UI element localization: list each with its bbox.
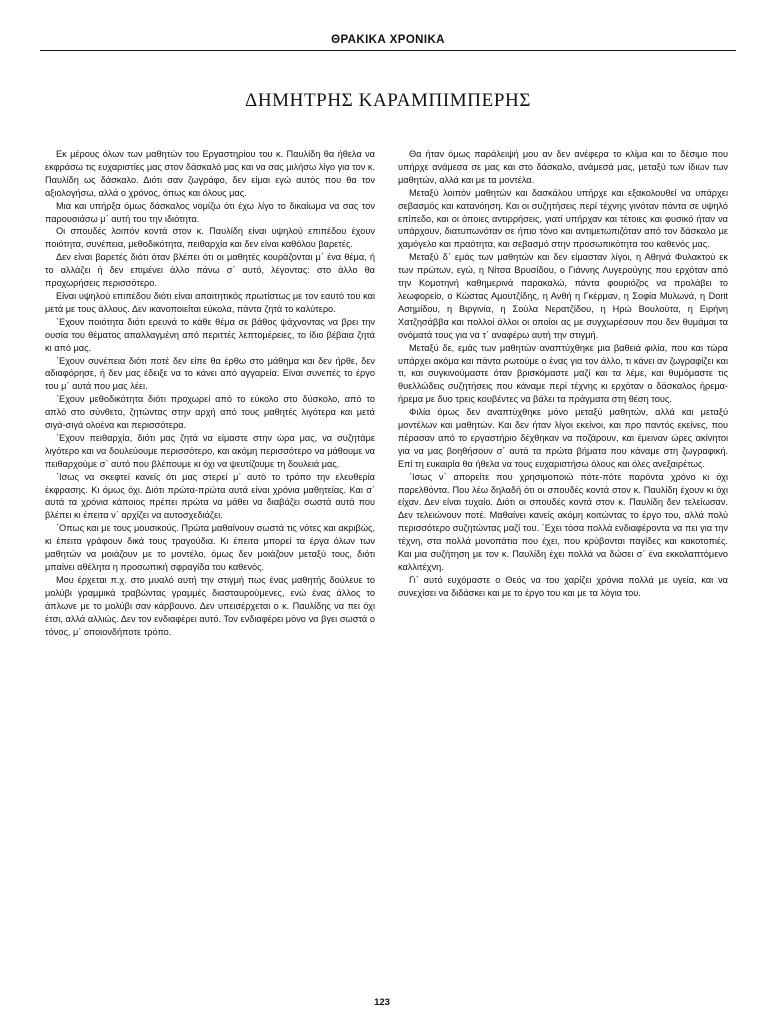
paragraph: Φιλία όμως δεν αναπτύχθηκε μόνο μεταξύ μαθητών, αλλά και μεταξύ μοντέλων και μαθητών. Και δεν ήταν λίγοι εκείνοι, και προ παντός εκείνες, που πέρασαν από το εργαστήριο δέχθηκαν να ποζάρουν, και έμειναν ώρες ακίνητοι για να μας βοηθήσουν σ΄ αυτά τα πρώτα βήματα που κάναμε στη ζωγραφική. Επί τη ευκαιρία θα ήθελα να τους ευχαριστήσω όλους και όλες ανεξαιρέτως.: [398, 407, 728, 469]
page-number: 123: [374, 997, 390, 1008]
paragraph: Μεταξύ λοιπόν μαθητών και δασκάλου υπήρχε και εξακολουθεί να υπάρχει σεβασμός και κατανόηση. Και οι συζητήσεις περί τέχνης γινόταν πάντα σε υψηλό επίπεδο, και οι όποιες αντιρρήσεις, γιατί υπήρχαν και τέτοιες και φυσικό ήταν να υπάρχουν, διατυπωνόταν σε ήπιο τόνο και αντιμετωπιζόταν από τον δάσκαλο με χαμόγελο και πραότητα, και σεβασμό στην προσωπικότητα του καθενός μας.: [398, 187, 728, 250]
paragraph: Θα ήταν όμως παράλειψή μου αν δεν ανέφερα το κλίμα και το δέσιμο που υπήρχε ανάμεσα σε μας και στο δάσκαλο, ανάμεσά μας, μεταξύ των ίδιων των μαθητών, αλλά και με τα μοντέλα.: [398, 149, 728, 185]
paragraph: Εκ μέρους όλων των μαθητών του Εργαστηρίου του κ. Παυλίδη θα ήθελα να εκφράσω τις ευχαριστίες μας στον δάσκαλό μας και να σας μιλήσω λίγο για τον κ. Παυλίδη ως δάσκαλο. Διότι σαν ζωγράφο, δεν είμαι εγώ αυτός που θα τον αξιολογήσω, αλλά ο χρόνος, όπως και όλους μας.: [45, 149, 375, 198]
paragraph: Μεταξύ δε, εμάς των μαθητών αναπτύχθηκε μια βαθειά φιλία, που και τώρα υπάρχει ακόμα και πάντα ρωτούμε ο ένας για τον άλλο, τι κάνει αν ζωγραφίζει και τι, και συγκινούμαστε όταν βρισκόμαστε μαζί και τα λέμε, και θυμόμαστε τις θυελλώδεις συζητήσεις που κάναμε περί τέχνης κι ερχόταν ο δάσκαλος ήρεμα-ήρεμα με δυο τρεις κουβέντες να βάλει τα πράγματα στη θέση τους.: [398, 342, 728, 405]
paragraph: Δεν είναι βαρετές διότι όταν βλέπει ότι οι μαθητές κουράζονται μ΄ ένα θέμα, ή το αλλάζει ή δεν επιμένει άλλο πάνω σ΄ αυτό, λέγοντας: στο άλλο θα προχωρήσεις περισσότερο.: [45, 252, 375, 289]
paragraph: ΄Ισως να σκεφτεί κανείς ότι μας στερεί μ΄ αυτό το τρόπο την ελευθερία έκφρασης. Κι όμως όχι. Διότι πρώτα-πρώτα αυτά είναι χρόνια μαθητείας. Και σ΄ αυτά τα χρόνια κάποιος πρέπει πρώτα να μάθει να διαβάζει σωστά αυτά που βλέπει κι έπειτα ν΄ αρχίζει να αυτοσχεδιάζει.: [45, 471, 375, 521]
paragraph: Μου έρχεται π.χ. στο μυαλό αυτή την στιγμή πως ένας μαθητής δούλευε το μολύβι γραμμικά τραβώντας γραμμές διασταυρούμενες, ενώ ένας άλλος το άπλωνε με το μολύβι σαν κάρβουνο. Δεν υπεισέρχεται ο κ. Παυλίδης να πει όχι έτσι, αλλά αλλιώς. Δεν τον ενδιαφέρει αυτό. Τον ενδιαφέρει μόνο να βγει σωστά ο τόνος, μ΄ οποιονδήποτε τρόπο.: [45, 574, 375, 637]
left-column: [45, 148, 375, 638]
paragraph: ΄Οπως και με τους μουσικούς. Πρώτα μαθαίνουν σωστά τις νότες και ακριβώς, κι έπειτα γράφουν δικά τους τραγούδια. Κι έπειτα μπορεί τα έργα όλων των μαθητών να μοιάζουν με το μοντέλο, όμως δεν μοιάζουν μεταξύ τους, διότι μπαίνει αθέλητα η προσωπική σφραγίδα του καθενός.: [45, 523, 375, 572]
paragraph: ΄Ισως ν΄ απορείτε που χρησιμοποιώ πότε-πότε παρόντα χρόνο κι όχι παρελθόντα. Που λέω δηλαδή ότι οι σπουδές κοντά στον κ. Παυλίδη έχουν κι όχι είχαν. Δεν είναι τυχαίο. Διότι οι σπουδές κοντά στον κ. Παυλίδη δεν τελείωσαν. Δεν τελειώνουν ποτέ. Μαθαίνει κανείς ακόμη κοιτώντας το έργο του, αλλά πολύ περισσότερο συζητώντας μαζί του. ΄Εχει τόσα πολλά ενδιαφέροντα να πει για την τέχνη, στα πολλά μονοπάτια που έχει, που κρύβονται παγίδες και κακοτοπιές. Και μια συζήτηση με τον κ. Παυλίδη έχει πολλά να δώσει σ΄ ένα εκκολαπτόμενο καλλιτέχνη.: [398, 471, 728, 572]
paragraph: Γι΄ αυτό ευχόμαστε ο Θεός να του χαρίζει χρόνια πολλά με υγεία, και να συνεχίσει να διδάσκει και με το έργο του και με τα λόγια του.: [398, 574, 728, 598]
paragraph: Μια και υπήρξα όμως δάσκαλος νομίζω ότι έχω λίγο το δικαίωμα να σας τον παρουσιάσω μ΄ αυτή του την ιδιότητα.: [45, 200, 375, 224]
paragraph: ΄Εχουν μεθοδικότητα διότι προχωρεί από το εύκολο στο δύσκολο, από το απλό στο σύνθετο, ζητώντας στην αρχή από τους μαθητές λιγότερα και μετά σιγά-σιγά ολοένα και περισσότερα.: [45, 394, 375, 431]
paragraph: Είναι υψηλού επιπέδου διότι είναι απαιτητικός πρωτίστως με τον εαυτό του και μετά με τους άλλους. Δεν ικανοποιείται εύκολα, πάντα ζητά το καλύτερο.: [45, 290, 375, 314]
running-header: ΘΡΑΚΙΚΑ ΧΡΟΝΙΚΑ: [40, 30, 736, 51]
paragraph: ΄Εχουν πειθαρχία, διότι μας ζητά να είμαστε στην ώρα μας, να συζητάμε λιγότερο και να δουλεύουμε περισσότερο, και ακόμη περισσότερο να μάθουμε να πειθαρχούμε σ΄ αυτό που βλέπουμε κι όχι να ψευτίζουμε τη δουλειά μας.: [45, 432, 375, 469]
paragraph: Οι σπουδές λοιπόν κοντά στον κ. Παυλίδη είναι υψηλού επιπέδου έχουν ποιότητα, συνέπεια, μεθοδικότητα, πειθαρχία και δεν είναι καθόλου βαρετές.: [45, 226, 375, 250]
paragraph: ΄Εχουν συνέπεια διότι ποτέ δεν είπε θα έρθω στο μάθημα και δεν ήρθε, δεν αδιαφόρησε, ή δεν μας έδειξε να το κάνει από αγγαρεία. Είναι συνεπές το έργο του μ΄ αυτά που μας λέει.: [45, 355, 375, 392]
paragraph: Μεταξύ δ΄ εμάς των μαθητών και δεν είμασταν λίγοι, η Αθηνά Φυλακτού εκ των πρώτων, εγώ, η Νίτσα Βρυσίδου, ο Γιάννης Λυγερούγης που ερχόταν από την Κομοτηνή καθημερινά παρακαλώ, πάντα φουριόζος να προλάβει το λεωφορείο, ο Κώστας Αμουτζίδης, η Ανθή η Γκέρμαν, η Σοφία Μυλωνά, η Dorit Ασημίδου, η Βιργινία, η Σούλα Νερατζίδου, η Ηρώ Βουλούτα, η Ειρήνη Χατζησάββα και πολλοί άλλοι οι οποίοι ας με συγχωρέσουν που δεν θυμάμαι τα ονόματά τους για να τ΄ αναφέρω αυτή την στιγμή.: [398, 252, 728, 340]
paragraph: ΄Εχουν ποιότητα διότι ερευνά το κάθε θέμα σε βάθος ψάχνοντας να βρει την ουσία του θέματος απαλλαγμένη από περιττές λεπτομέρειες, το ίδιο βέβαια ζητά κι από μας.: [45, 316, 375, 353]
right-column: [398, 148, 728, 600]
article-title: ΔΗΜΗΤΡΗΣ ΚΑΡΑΜΠΙΜΠΕΡΗΣ: [245, 90, 531, 111]
